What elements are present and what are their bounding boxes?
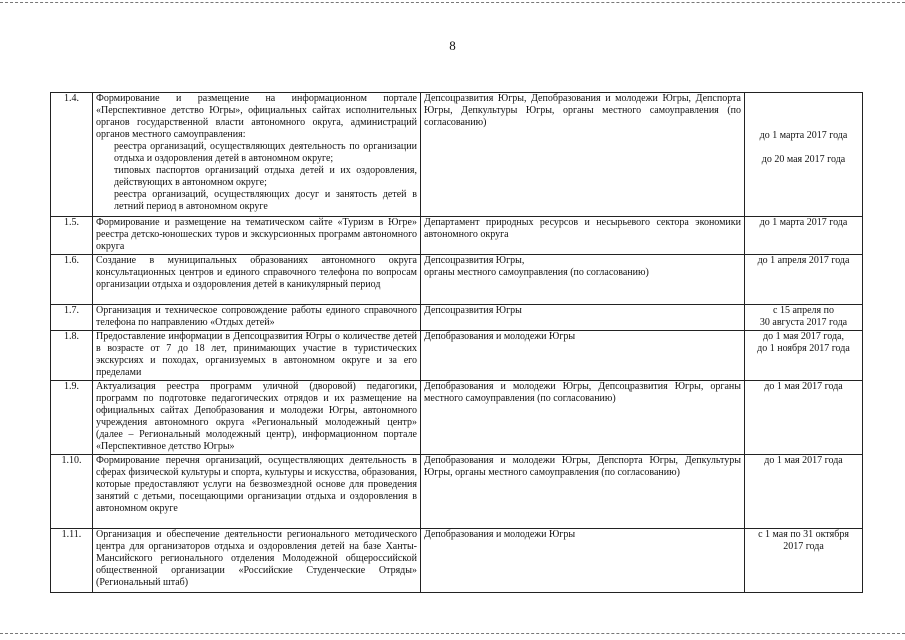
deadline-line: до 20 мая 2017 года [761, 154, 846, 165]
responsible-cell: Депсоцразвития Югры, Депобразования и молодежи Югры, Депспорта Югры, Депкультуры Югры, органы местного самоуправления (по согласованию) [421, 93, 745, 217]
deadline-cell: до 1 мая 2017 года [745, 455, 863, 529]
table-row [51, 305, 863, 331]
action-plan-table [50, 92, 863, 593]
activity-cell: Создание в муниципальных образованиях автономного округа консультационных центров и единого справочного телефона по вопросам организации отдыха и оздоровления детей в каникулярный период [93, 255, 421, 305]
deadline-cell: до 1 апреля 2017 года [745, 255, 863, 305]
table-row [51, 217, 863, 255]
activity-cell: Организация и обеспечение деятельности регионального методического центра для организаторов отдыха и оздоровления детей на базе Ханты-Мансийского регионального отделения Молодежной общероссийской общественной организации «Российские Студенческие Отряды» (Региональный штаб) [93, 529, 421, 593]
page-number: 8 [449, 38, 456, 53]
bottom-scan-edge [0, 633, 905, 634]
top-scan-edge [0, 2, 905, 3]
table-row [51, 255, 863, 305]
deadline-cell: до 1 марта 2017 года [745, 217, 863, 255]
activity-cell: Организация и техническое сопровождение работы единого справочного телефона по направлению «Отдых детей» [93, 305, 421, 331]
activity-intro: Формирование и размещение на информационном портале «Перспективное детство Югры», официальных сайтах исполнительных органов государственной власти автономного округа, администраций органов местного самоуправления: [96, 93, 417, 140]
row-number: 1.8. [51, 331, 93, 381]
deadline-cell: с 1 мая по 31 октября 2017 года [745, 529, 863, 593]
activity-cell [93, 93, 421, 217]
table-row [51, 455, 863, 529]
activity-list-item: реестра организаций, осуществляющих деятельность по организации отдыха и оздоровления детей в автономном округе; [114, 141, 417, 164]
deadline-cell [745, 93, 863, 217]
row-number: 1.11. [51, 529, 93, 593]
deadline-cell: до 1 мая 2017 года [745, 381, 863, 455]
row-number: 1.5. [51, 217, 93, 255]
responsible-cell: Депобразования и молодежи Югры, Депсоцразвития Югры, органы местного самоуправления (по согласованию) [421, 381, 745, 455]
table-row [51, 93, 863, 217]
responsible-cell: Депобразования и молодежи Югры, Депспорта Югры, Депкультуры Югры, органы местного самоуправления (по согласованию) [421, 455, 745, 529]
deadline-line: 30 августа 2017 года [759, 317, 848, 328]
deadline-cell [745, 305, 863, 331]
responsible-cell: Депсоцразвития Югры [421, 305, 745, 331]
responsible-line: органы местного самоуправления (по согласованию) [424, 267, 649, 278]
activity-cell: Актуализация реестра программ уличной (дворовой) педагогики, программ по подготовке педагогических отрядов и их размещение на официальных сайтах Депобразования и молодежи Югры, автономного учреждения автономного округа «Региональный молодежный центр» (далее – Региональный молодежный центр), информационном портале «Перспективное детство Югры» [93, 381, 421, 455]
row-number: 1.7. [51, 305, 93, 331]
deadline-cell [745, 331, 863, 381]
table-row [51, 381, 863, 455]
activity-list-item: типовых паспортов организаций отдыха детей и их оздоровления, действующих в автономном округе; [114, 165, 417, 188]
activity-cell: Формирование и размещение на тематическом сайте «Туризм в Югре» реестра детско-юношеских туров и экскурсионных программ автономного округа [93, 217, 421, 255]
row-number: 1.4. [51, 93, 93, 217]
responsible-cell: Депобразования и молодежи Югры [421, 529, 745, 593]
deadline-line: с 15 апреля по [773, 305, 834, 316]
responsible-cell [421, 255, 745, 305]
deadline-line: до 1 марта 2017 года [759, 130, 848, 141]
activity-cell: Формирование перечня организаций, осуществляющих деятельность в сферах физической культуры и спорта, культуры и искусства, образования, которые предоставляют услуги на безвозмездной основе для проведения занятий с детьми, посещающими организации отдыха и оздоровления в автономном округе [93, 455, 421, 529]
deadline-line: до 1 мая 2017 года, [763, 331, 844, 342]
activity-list-item: реестра организаций, осуществляющих досуг и занятость детей в летний период в автономном округе [114, 189, 417, 212]
responsible-cell: Депобразования и молодежи Югры [421, 331, 745, 381]
row-number: 1.9. [51, 381, 93, 455]
responsible-line: Депсоцразвития Югры, [424, 255, 525, 266]
row-number: 1.6. [51, 255, 93, 305]
deadline-line: до 1 ноября 2017 года [757, 343, 850, 354]
table-row [51, 331, 863, 381]
row-number: 1.10. [51, 455, 93, 529]
table-row [51, 529, 863, 593]
responsible-cell: Департамент природных ресурсов и несырьевого сектора экономики автономного округа [421, 217, 745, 255]
activity-cell: Предоставление информации в Депсоцразвития Югры о количестве детей в возрасте от 7 до 18 лет, принимающих участие в туристических экскурсиях и походах, организуемых в автономном округе и за его пределами [93, 331, 421, 381]
